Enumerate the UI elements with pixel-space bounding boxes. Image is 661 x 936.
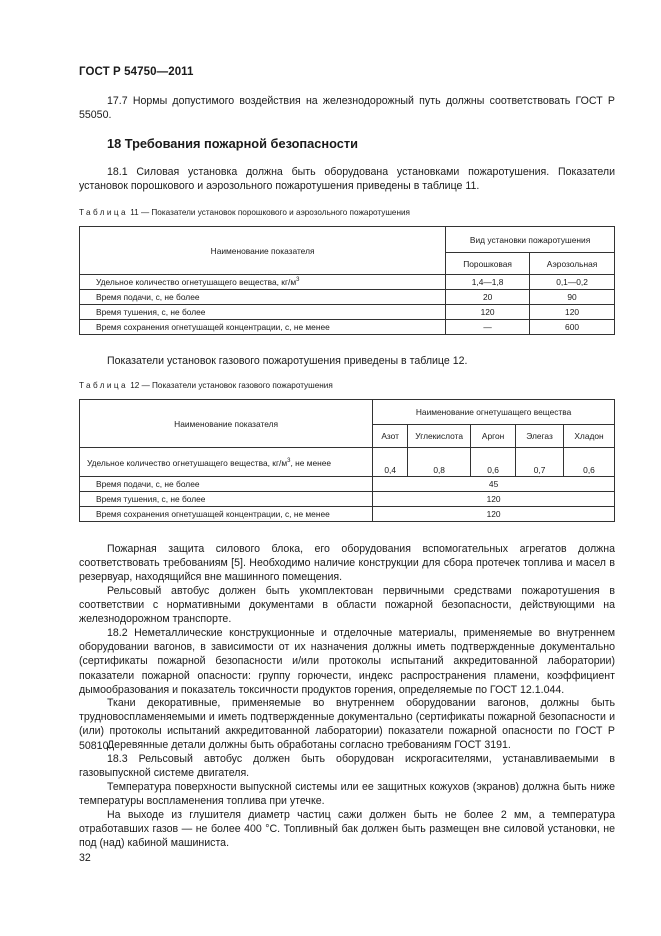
paragraph-17-7: [79, 94, 615, 122]
table-12: [79, 399, 615, 522]
table-row: [80, 448, 615, 477]
paragraph-text: Деревянные детали должны быть обработаны согласно требованиям ГОСТ 3191.: [107, 739, 511, 751]
table-11-row-3-powder: 120: [446, 305, 530, 320]
table-11: [79, 226, 615, 335]
paragraph-18-3: [79, 752, 615, 780]
table-11-row-1-name: [80, 275, 446, 290]
table-11-header-group: Вид установки пожаротушения: [446, 227, 615, 253]
table-row: [80, 507, 615, 522]
table-12-row-1-name: [80, 448, 373, 477]
table-12-row-1-val-5: 0,6: [564, 448, 615, 477]
table-11-row-2-powder: 20: [446, 290, 530, 305]
table-12-col-2: Углекислота: [408, 425, 471, 448]
paragraph-18-1-text: 18.1 Силовая установка должна быть оборудована установками пожаротушения. Показатели установок порошкового и аэрозольного пожаротушения приведены в таблице 11.: [79, 166, 615, 193]
page-number: 32: [79, 852, 91, 864]
paragraph-text: Рельсовый автобус должен быть укомплектован первичными средствами пожаротушения в соответствии с нормативными документами в области пожарной безопасности, действующими на железнодорожном транспорте.: [79, 585, 615, 626]
paragraph-wooden-parts: [79, 738, 615, 752]
table-11-header-aerosol: Аэрозольная: [530, 253, 615, 275]
table-12-row-1-name-text: Удельное количество огнетушащего вещества, кг/м: [87, 457, 288, 468]
table-12-row-2-name: Время подачи, с, не более: [80, 477, 373, 492]
paragraph-text: На выходе из глушителя диаметр частиц сажи должен быть не более 2 мм, а температура отработавших газов — не более 400 °С. Топливный бак должен быть размещен вне силовой установки, не под (над) кабиной машиниста.: [79, 809, 615, 850]
table-11-row-3-name: Время тушения, с, не более: [80, 305, 446, 320]
table-11-row-1-superscript: 3: [296, 277, 300, 284]
table-12-header-name: Наименование показателя: [80, 400, 373, 448]
table-11-caption-word: Таблица: [79, 208, 128, 217]
table-row: [80, 275, 615, 290]
table-12-col-3: Аргон: [471, 425, 516, 448]
table-12-row-3-value: 120: [373, 492, 615, 507]
paragraph-temperature: [79, 780, 615, 808]
table-11-row-1-name-text: Удельное количество огнетушащего вещества, кг/м: [96, 277, 297, 287]
table-12-caption-text: 12 — Показатели установок газового пожаротушения: [130, 381, 333, 390]
paragraph-fire-protection: [79, 542, 615, 585]
table-11-caption: [79, 208, 410, 217]
paragraph-18-2: [79, 626, 615, 697]
table-11-row-4-name: Время сохранения огнетушащей концентрации, с, не менее: [80, 320, 446, 335]
table-12-row-1-name-tail: , не менее: [290, 457, 332, 468]
paragraph-gas-text: Показатели установок газового пожаротушения приведены в таблице 12.: [107, 355, 468, 367]
table-11-row-1-aerosol: 0,1—0,2: [530, 275, 615, 290]
table-12-caption-word: Таблица: [79, 381, 128, 390]
paragraph-muffler: [79, 808, 615, 851]
table-12-header-group: Наименование огнетушащего вещества: [373, 400, 615, 425]
table-12-row-1-val-4: 0,7: [516, 448, 564, 477]
table-11-row-1-powder: 1,4—1,8: [446, 275, 530, 290]
paragraph-17-7-text: 17.7 Нормы допустимого воздействия на железнодорожный путь должны соответствовать ГОСТ Р 55050.: [79, 95, 615, 122]
table-row: [80, 477, 615, 492]
document-header: ГОСТ Р 54750—2011: [79, 66, 194, 78]
table-11-caption-text: 11 — Показатели установок порошкового и аэрозольного пожаротушения: [130, 208, 410, 217]
table-12-row-3-name: Время тушения, с, не более: [80, 492, 373, 507]
table-12-col-4: Элегаз: [516, 425, 564, 448]
paragraph-text: 18.2 Неметаллические конструкционные и отделочные материалы, применяемые во внутреннем оборудовании вагонов, в зависимости от их назначения должны иметь подтвержденные документально (сертификаты пожарной безопасности и/или протоколы испытаний аккредитованной лаборатории) показатели пожарной опасности: группу горючести, индекс распространения пламени, коэффициент дымообразования и показатель токсичности продуктов горения, определяемые по ГОСТ 12.1.044.: [79, 627, 615, 696]
table-row: [80, 305, 615, 320]
table-row: [80, 320, 615, 335]
paragraph-text: Ткани декоративные, применяемые во внутреннем оборудовании вагонов, должны быть трудновоспламеняемыми и иметь подтвержденные документально (сертификаты пожарной безопасности и (или) протоколы испытаний аккредитованной лаборатории) показатели пожарной опасности по ГОСТ Р 50810.: [79, 697, 615, 752]
table-12-row-1-val-2: 0,8: [408, 448, 471, 477]
table-row: [80, 290, 615, 305]
table-12-row-1-val-3: 0,6: [471, 448, 516, 477]
table-12-row-4-name: Время сохранения огнетушащей концентрации, с, не менее: [80, 507, 373, 522]
paragraph-primary-means: [79, 584, 615, 627]
table-11-row-3-aerosol: 120: [530, 305, 615, 320]
table-11-row-2-aerosol: 90: [530, 290, 615, 305]
table-11-header-powder: Порошковая: [446, 253, 530, 275]
table-12-row-1-val-1: 0,4: [373, 448, 408, 477]
table-11-row-2-name: Время подачи, с, не более: [80, 290, 446, 305]
table-12-caption: [79, 381, 333, 390]
table-12-row-1-superscript: 3: [287, 457, 291, 464]
paragraph-text: 18.3 Рельсовый автобус должен быть оборудован искрогасителями, устанавливаемыми в газовыпускной системе двигателя.: [79, 753, 615, 780]
table-12-col-1: Азот: [373, 425, 408, 448]
section-title: 18 Требования пожарной безопасности: [107, 136, 359, 151]
table-11-header-name: Наименование показателя: [80, 227, 446, 275]
paragraph-18-1: [79, 165, 615, 193]
paragraph-text: Пожарная защита силового блока, его оборудования вспомогательных агрегатов должна соответствовать требованиям [5]. Необходимо наличие конструкции для сбора протечек топлива и масел в резервуар, находящийся вне машинного помещения.: [79, 543, 615, 584]
table-12-row-4-value: 120: [373, 507, 615, 522]
table-row: [80, 492, 615, 507]
paragraph-text: Температура поверхности выпускной системы или ее защитных кожухов (экранов) должна быть ниже температуры воспламенения топлива при утечке.: [79, 781, 615, 808]
paragraph-gas: [79, 354, 615, 368]
table-11-row-4-powder: —: [446, 320, 530, 335]
table-12-row-2-value: 45: [373, 477, 615, 492]
table-12-col-5: Хладон: [564, 425, 615, 448]
table-11-row-4-aerosol: 600: [530, 320, 615, 335]
